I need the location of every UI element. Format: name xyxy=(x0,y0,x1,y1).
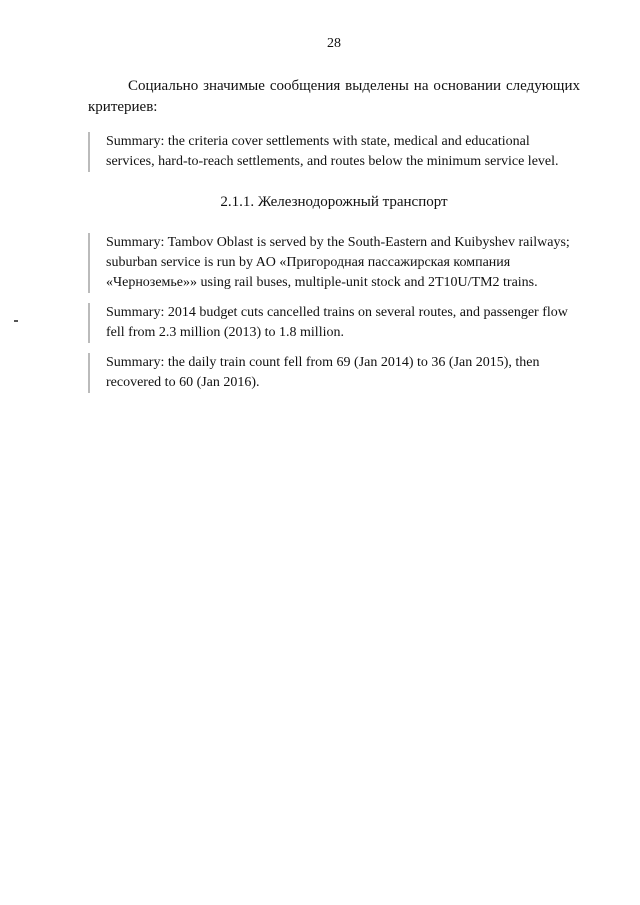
criteria-summary: Summary: the criteria cover settlements with state, medical and educational services, hard-to-reach settlements, and routes below the minimum service level. xyxy=(88,132,580,172)
scan-mark xyxy=(14,320,18,322)
railways-summary: Summary: Tambov Oblast is served by the South-Eastern and Kuibyshev railways; suburban service is run by AO «Пригородная пассажирская компания «Черноземье»» using rail buses, multiple-unit stock and 2T10U/TM2 trains. xyxy=(88,233,580,293)
train-counts-summary: Summary: the daily train count fell from 69 (Jan 2014) to 36 (Jan 2015), then recovered to 60 (Jan 2016). xyxy=(88,353,580,393)
cuts-summary: Summary: 2014 budget cuts cancelled trains on several routes, and passenger flow fell from 2.3 million (2013) to 1.8 million. xyxy=(88,303,580,343)
section-heading: 2.1.1. Железнодорожный транспорт xyxy=(220,194,448,210)
intro-paragraph: Социально значимые сообщения выделены на основании следующих критериев: xyxy=(88,78,580,115)
page-number: 28 xyxy=(327,36,341,51)
